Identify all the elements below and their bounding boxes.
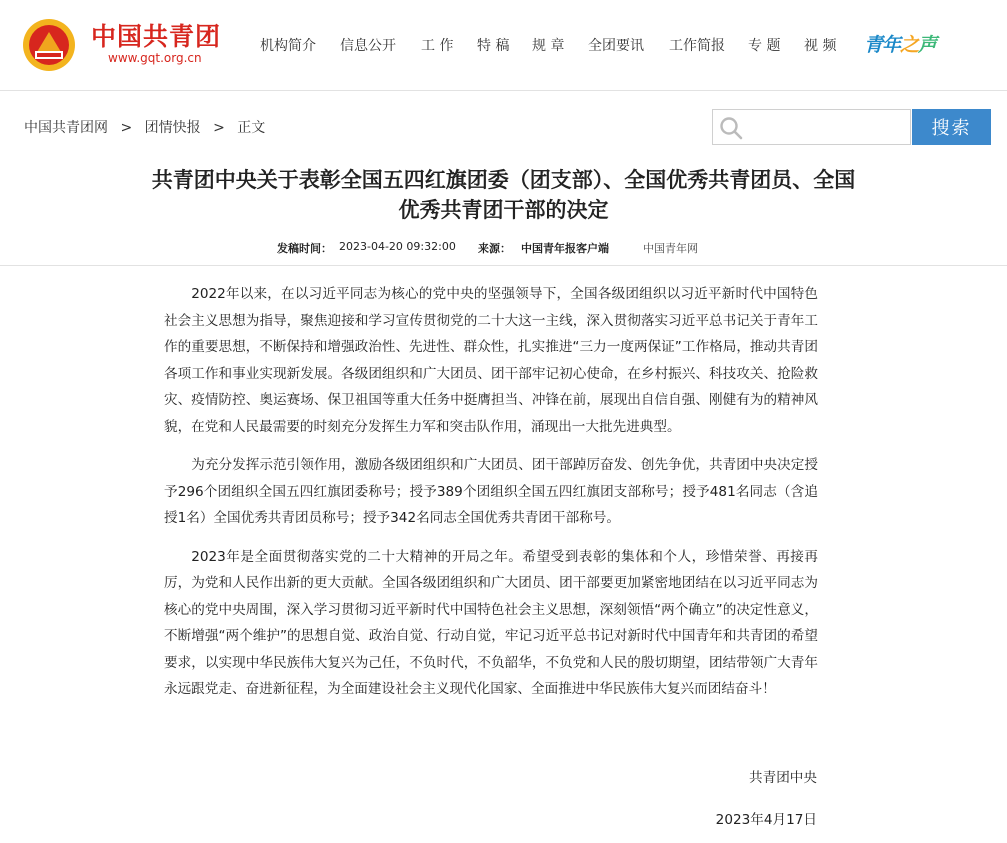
breadcrumb-home[interactable]: 中国共青团网 <box>24 120 108 136</box>
search-button[interactable]: 搜索 <box>912 109 991 145</box>
site-url: www.gqt.org.cn <box>108 51 202 65</box>
breadcrumb-separator: > <box>213 120 225 136</box>
published-label: 发稿时间： <box>277 242 332 255</box>
nav-item-about[interactable]: 机构简介 <box>260 38 316 54</box>
article-date: 2023年4月17日 <box>715 812 817 828</box>
breadcrumb-current: 正文 <box>237 120 266 136</box>
article-body <box>164 281 818 715</box>
site-logo-text[interactable]: 中国共青团 <box>91 22 222 51</box>
article-paragraph: 为充分发挥示范引领作用，激励各级团组织和广大团员、团干部踔厉奋发、创先争优，共青团中央决定授予296个团组织全国五四红旗团委称号；授予389个团组织全国五四红旗团支部称号；授予481名同志（含追授1名）全国优秀共青团员称号；授予342名同志全国优秀共青团干部称号。 <box>164 457 818 526</box>
source-label: 来源： <box>478 242 511 255</box>
nav-item-regulations[interactable]: 规 章 <box>532 38 565 54</box>
search-box[interactable] <box>712 109 911 145</box>
nav-item-league-news[interactable]: 全团要讯 <box>588 38 644 54</box>
nav-item-topics[interactable]: 专 题 <box>748 38 781 54</box>
source-name: 中国青年报客户端 <box>521 242 609 255</box>
site-header <box>0 0 1007 91</box>
nav-item-work[interactable]: 工 作 <box>421 38 454 54</box>
breadcrumb-separator: > <box>120 120 133 136</box>
nav-item-briefing[interactable]: 工作简报 <box>669 38 725 54</box>
search-input[interactable] <box>747 112 911 144</box>
site-name[interactable]: 中国青年网 <box>643 242 698 255</box>
nav-item-features[interactable]: 特 稿 <box>477 38 510 54</box>
breadcrumb-section[interactable]: 团情快报 <box>144 120 201 136</box>
divider <box>0 265 1007 266</box>
article-title: 共青团中央关于表彰全国五四红旗团委（团支部）、全国优秀共青团员、全国优秀共青团干部的决定 <box>151 168 856 222</box>
article-paragraph: 2022年以来，在以习近平同志为核心的党中央的坚强领导下，全国各级团组织以习近平新时代中国特色社会主义思想为指导，聚焦迎接和学习宣传贯彻党的二十大这一主线，深入贯彻落实习近平总书记关于青年工作的重要思想，不断保持和增强政治性、先进性、群众性，扎实推进“三力一度两保证”工作格局，推动共青团各项工作和事业实现新发展。各级团组织和广大团员、团干部牢记初心使命，在乡村振兴、科技攻关、抢险救灾、疫情防控、奥运赛场、保卫祖国等重大任务中挺膺担当、冲锋在前，展现出自信自强、刚健有为的精神风貌，在党和人民最需要的时刻充分发挥生力军和突击队作用，涌现出一大批先进典型。 <box>164 286 818 435</box>
article-signature: 共青团中央 <box>749 770 817 786</box>
communist-youth-league-emblem-icon[interactable] <box>22 18 76 72</box>
published-time: 2023-04-20 09:32:00 <box>339 240 456 253</box>
nav-item-disclosure[interactable]: 信息公开 <box>340 38 396 54</box>
nav-item-video[interactable]: 视 频 <box>804 38 837 54</box>
article-paragraph: 2023年是全面贯彻落实党的二十大精神的开局之年。希望受到表彰的集体和个人，珍惜荣誉、再接再厉，为党和人民作出新的更大贡献。全国各级团组织和广大团员、团干部要更加紧密地团结在以习近平同志为核心的党中央周围，深入学习贯彻习近平新时代中国特色社会主义思想，深刻领悟“两个确立”的决定性意义，不断增强“两个维护”的思想自觉、政治自觉、行动自觉，牢记习近平总书记对新时代中国青年和共青团的希望要求，以实现中华民族伟大复兴为己任，不负时代，不负韶华，不负党和人民的殷切期望，团结带领广大青年永远跟党走、奋进新征程，为全面建设社会主义现代化国家、全面推进中华民族伟大复兴而团结奋斗！ <box>164 548 818 697</box>
search-icon <box>718 115 744 141</box>
youth-voice-logo[interactable]: 青年之声 <box>864 34 937 56</box>
breadcrumb <box>24 117 273 137</box>
